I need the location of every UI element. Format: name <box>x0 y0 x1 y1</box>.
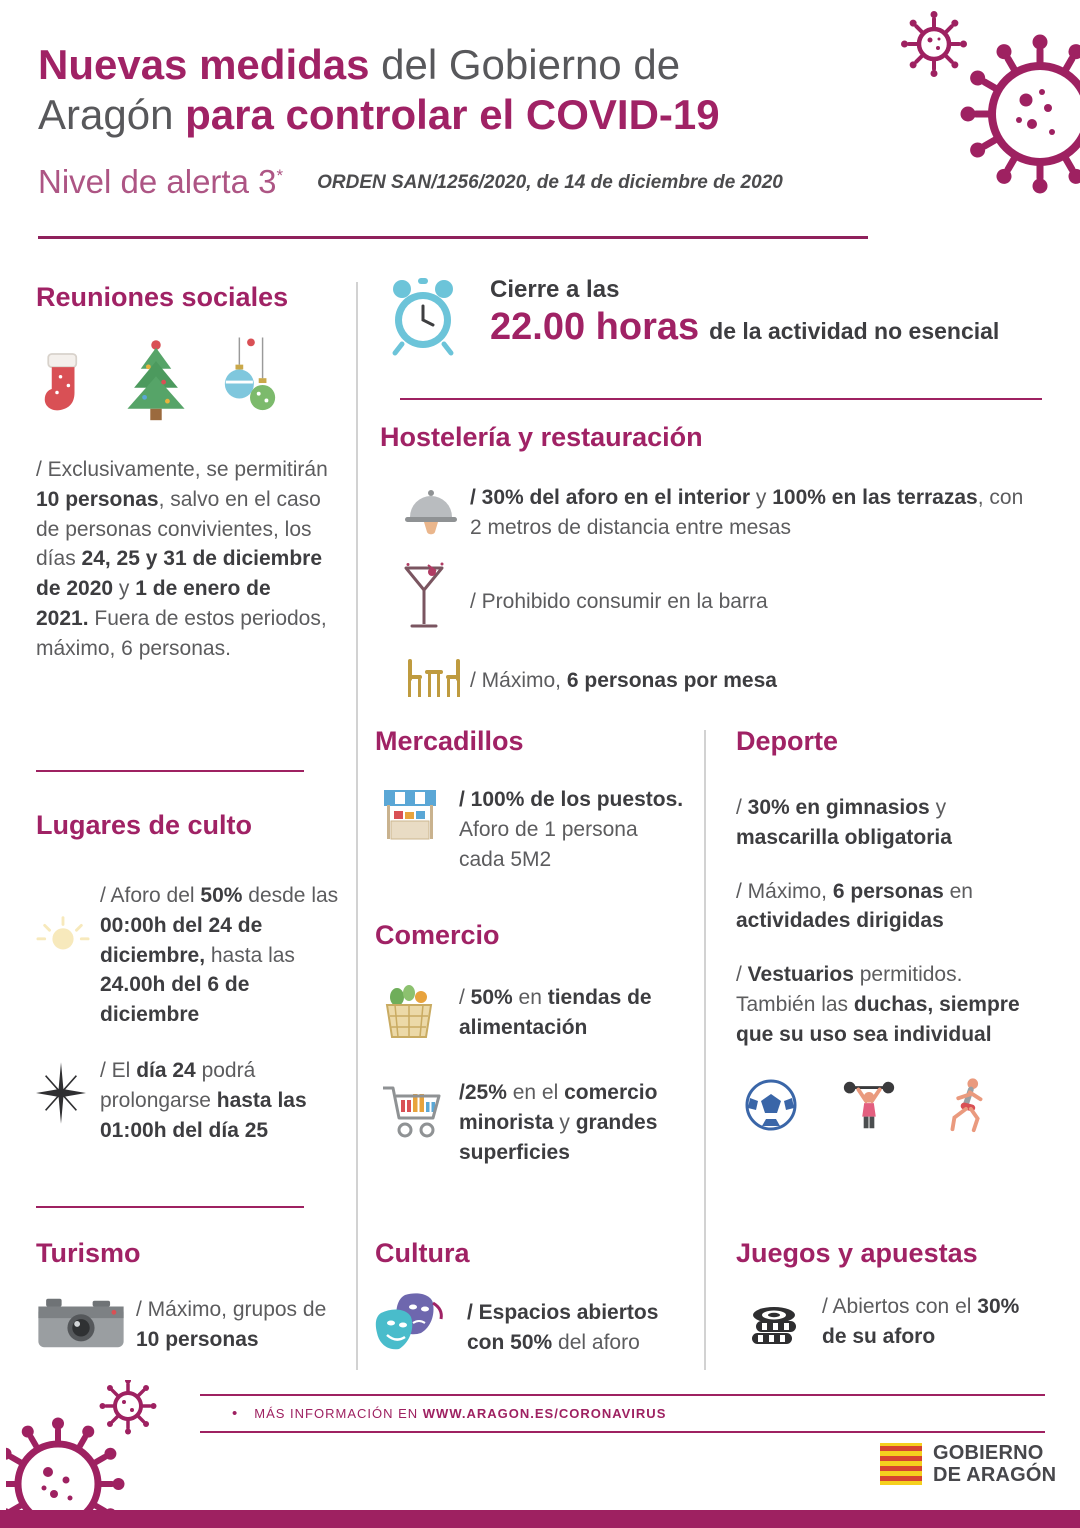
section-title-mercadillos: Mercadillos <box>375 726 524 756</box>
section-culto <box>36 810 340 1146</box>
comercio-item-2 <box>375 1078 687 1167</box>
title-highlight-2: para controlar el COVID-19 <box>185 90 720 138</box>
comercio-text-2: /25% en el comercio minorista y grandes superficies <box>459 1081 658 1164</box>
gobierno-aragon-logo <box>880 1442 1056 1487</box>
culto-text-2: / El día 24 podrá prolongarse hasta las 01:00h del día 25 <box>100 1059 307 1142</box>
cierre-suffix: de la actividad no esencial <box>709 318 1000 344</box>
mercadillos-text: / 100% de los puestos. Aforo de 1 persona cada 5M2 <box>459 788 684 871</box>
logo-text: GOBIERNO DE ARAGÓN <box>933 1442 1057 1487</box>
christmas-tree-icon <box>116 337 196 431</box>
juegos-item <box>736 1291 1048 1352</box>
cierre-time: 22.00 horas <box>490 306 700 348</box>
juegos-text: / Abiertos con el 30% de su aforo <box>822 1294 1020 1348</box>
footer-info <box>200 1394 1045 1433</box>
section-turismo <box>36 1238 336 1358</box>
virus-icon <box>6 1380 182 1526</box>
section-hosteleria <box>380 422 1042 704</box>
vertical-divider-1 <box>356 282 358 1370</box>
runner-icon <box>940 1076 992 1134</box>
cultura-text: / Espacios abiertos con 50% del aforo <box>467 1300 659 1354</box>
section-title-hosteleria: Hostelería y restauración <box>380 422 703 452</box>
alarm-clock-icon <box>382 276 464 363</box>
divider-left-2 <box>36 1206 304 1208</box>
title-rest-2: Aragón <box>38 90 186 138</box>
cultura-item <box>375 1291 693 1364</box>
culto-text-1: / Aforo del 50% desde las 00:00h del 24 de diciembre, hasta las 24.00h del 6 de diciembre <box>100 884 339 1027</box>
soccer-ball-icon <box>744 1078 798 1132</box>
header-rule <box>38 236 868 239</box>
section-comercio <box>375 920 687 1167</box>
christmas-icons <box>36 333 328 431</box>
weightlifting-icon <box>840 1076 898 1134</box>
comercio-text-1: / 50% en tiendas de alimentación <box>459 986 652 1039</box>
section-title-reuniones: Reuniones sociales <box>36 282 289 312</box>
section-title-comercio: Comercio <box>375 920 500 950</box>
section-reuniones <box>36 282 328 664</box>
christmas-stocking-icon <box>36 347 92 431</box>
section-deporte <box>736 726 1041 1134</box>
cocktail-icon <box>380 562 470 641</box>
section-cultura <box>375 1238 693 1364</box>
table-chairs-icon <box>380 657 470 704</box>
turismo-item <box>36 1291 336 1358</box>
footer-info-prefix: MÁS INFORMACIÓN EN <box>254 1406 423 1421</box>
virus-icon <box>892 8 1080 260</box>
aragon-flag-icon <box>880 1443 922 1485</box>
section-title-cultura: Cultura <box>375 1238 470 1268</box>
info-url[interactable]: WWW.ARAGON.ES/CORONAVIRUS <box>422 1406 667 1421</box>
hosteleria-item-3 <box>380 657 1042 704</box>
page-title <box>38 40 898 139</box>
hosteleria-text-3: / Máximo, 6 personas por mesa <box>470 668 777 692</box>
title-rest-1: del Gobierno de <box>369 41 681 88</box>
divider-left-1 <box>36 770 304 772</box>
divider-cierre <box>400 398 1042 400</box>
comercio-item-1 <box>375 983 687 1048</box>
shopping-cart-icon <box>375 1078 459 1167</box>
vertical-divider-2 <box>704 730 706 1370</box>
reuniones-text: / Exclusivamente, se permitirán 10 personas, salvo en el caso de personas convivientes, los días 24, 25 y 31 de diciembre de 2020 y 1 de enero de 2021. Fuera de estos periodos, máximo, 6 personas. <box>36 458 328 660</box>
cierre-label: Cierre a las <box>490 276 620 303</box>
sport-icons <box>736 1076 1041 1134</box>
section-juegos <box>736 1238 1048 1352</box>
hosteleria-text-1: / 30% del aforo en el interior y 100% en las terrazas, con 2 metros de distancia entre mesas <box>470 486 1024 539</box>
culto-item-1 <box>36 881 340 1030</box>
hosteleria-item-2 <box>380 562 1042 641</box>
deporte-text-3: / Vestuarios permitidos. También las duchas, siempre que su uso sea individual <box>736 963 1020 1046</box>
hosteleria-text-2: / Prohibido consumir en la barra <box>470 589 768 613</box>
section-title-deporte: Deporte <box>736 726 839 756</box>
bottom-bar <box>0 1510 1080 1528</box>
section-title-juegos: Juegos y apuestas <box>736 1238 978 1268</box>
ornaments-icon <box>220 337 280 431</box>
alert-row <box>38 163 898 201</box>
star-icon <box>36 1056 100 1145</box>
mercadillos-item <box>375 785 685 874</box>
deporte-text-2: / Máximo, 6 personas en actividades dirigidas <box>736 879 973 933</box>
section-title-turismo: Turismo <box>36 1238 141 1268</box>
theater-masks-icon <box>375 1291 467 1364</box>
grocery-basket-icon <box>375 983 459 1048</box>
turismo-text: / Máximo, grupos de 10 personas <box>136 1297 327 1351</box>
section-mercadillos <box>375 726 685 874</box>
alert-asterisk: * <box>276 166 284 186</box>
poker-chips-icon <box>736 1291 822 1352</box>
culto-item-2 <box>36 1056 340 1145</box>
market-stall-icon <box>375 785 459 874</box>
hosteleria-item-1 <box>380 483 1042 544</box>
footer-bullet: • <box>232 1405 239 1422</box>
serving-dish-icon <box>380 483 470 544</box>
camera-icon <box>36 1291 136 1358</box>
order-reference: ORDEN SAN/1256/2020, de 14 de diciembre de 2020 <box>317 172 783 194</box>
deporte-text-1: / 30% en gimnasios y mascarilla obligatoria <box>736 796 952 849</box>
sun-icon <box>36 881 100 1030</box>
section-title-culto: Lugares de culto <box>36 810 253 840</box>
alert-level: Nivel de alerta 3* <box>38 163 284 201</box>
header <box>38 40 898 201</box>
section-cierre <box>382 276 1042 363</box>
title-highlight-1: Nuevas medidas <box>38 41 370 88</box>
